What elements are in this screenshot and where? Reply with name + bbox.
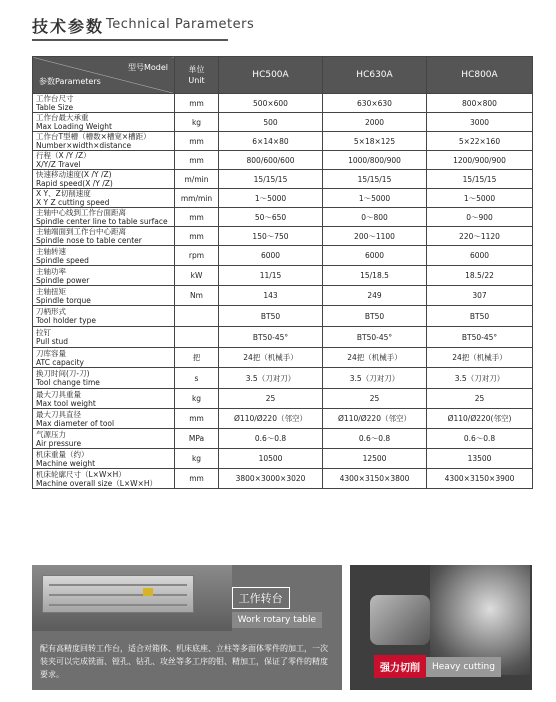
table-row xyxy=(33,306,533,327)
value-cell: 15/15/15 xyxy=(427,170,533,189)
parameter-label-cell xyxy=(33,409,175,429)
value-cell: 5×22×160 xyxy=(427,132,533,151)
value-cell: Ø110/Ø220（邻空） xyxy=(323,409,427,429)
value-cell: 220～1120 xyxy=(427,227,533,246)
value-cell: BT50-45° xyxy=(427,327,533,348)
value-cell: 150～750 xyxy=(219,227,323,246)
value-cell: BT50-45° xyxy=(323,327,427,348)
table-row xyxy=(33,266,533,286)
value-cell: 24把（机械手） xyxy=(427,348,533,368)
value-cell: 249 xyxy=(323,286,427,306)
parameter-label-cell xyxy=(33,469,175,489)
value-cell: 143 xyxy=(219,286,323,306)
parameter-label-cn: 刀库容量 xyxy=(36,348,66,358)
parameter-label-cell xyxy=(33,266,175,286)
parameter-label-cell xyxy=(33,429,175,449)
parameter-label-en: Tool holder type xyxy=(36,316,96,325)
table-row xyxy=(33,449,533,469)
value-cell: 200～1100 xyxy=(323,227,427,246)
unit-cell: kg xyxy=(175,449,219,469)
unit-header-en: Unit xyxy=(188,76,205,85)
heavy-cutting-panel xyxy=(350,565,532,690)
parameter-label-en: Machine overall size（L×W×H） xyxy=(36,478,157,488)
unit-cell xyxy=(175,306,219,327)
parameter-label-en: Tool change time xyxy=(36,378,100,387)
t-slot xyxy=(49,604,187,606)
unit-header-cell xyxy=(175,57,219,94)
table-header-row xyxy=(33,57,533,94)
parameter-label-en: Number×width×distance xyxy=(36,141,132,150)
value-cell: 4300×3150×3800 xyxy=(323,469,427,489)
unit-cell: kg xyxy=(175,389,219,409)
parameter-label-en: Spindle torque xyxy=(36,295,91,305)
parameter-label-cell xyxy=(33,113,175,132)
parameter-label-cell xyxy=(33,132,175,151)
table-row xyxy=(33,389,533,409)
parameter-label-en: X Y Z cutting speed xyxy=(36,198,110,207)
cutting-tool-illustration xyxy=(370,595,430,645)
value-cell: 25 xyxy=(323,389,427,409)
parameter-label-en: Spindle speed xyxy=(36,255,89,265)
parameter-label-en: Spindle nose to table center xyxy=(36,236,142,245)
corner-model-label: 型号Model xyxy=(127,63,168,72)
unit-cell: mm xyxy=(175,132,219,151)
table-row xyxy=(33,170,533,189)
corner-header-cell xyxy=(33,57,175,94)
unit-cell: mm xyxy=(175,208,219,227)
value-cell: 2000 xyxy=(323,113,427,132)
rotary-table-caption xyxy=(232,587,322,628)
value-cell: 24把（机械手） xyxy=(219,348,323,368)
value-cell: 630×630 xyxy=(323,94,427,113)
parameter-label-cell xyxy=(33,208,175,227)
parameter-label-cn: 工作台尺寸 xyxy=(36,94,74,103)
value-cell: 1200/900/900 xyxy=(427,151,533,170)
unit-cell: mm xyxy=(175,151,219,170)
value-cell: BT50-45° xyxy=(219,327,323,348)
unit-cell: Nm xyxy=(175,286,219,306)
table-row xyxy=(33,113,533,132)
section-title-en: Technical Parameters xyxy=(106,17,255,32)
value-cell: BT50 xyxy=(427,306,533,327)
parameter-label-cn: 最大刀具直径 xyxy=(36,409,81,419)
parameter-label-en: Spindle power xyxy=(36,275,90,285)
value-cell: 10500 xyxy=(219,449,323,469)
unit-cell: MPa xyxy=(175,429,219,449)
parameter-label-en: Table Size xyxy=(36,103,74,112)
table-row xyxy=(33,286,533,306)
value-cell: 6000 xyxy=(219,246,323,266)
value-cell: 1～5000 xyxy=(219,189,323,208)
unit-cell xyxy=(175,327,219,348)
value-cell: BT50 xyxy=(323,306,427,327)
parameter-label-cn: 换刀时间(刀-刀) xyxy=(36,369,90,378)
value-cell: 0.6～0.8 xyxy=(219,429,323,449)
unit-header-cn: 单位 xyxy=(188,65,205,74)
value-cell: 6000 xyxy=(323,246,427,266)
unit-cell: s xyxy=(175,368,219,389)
parameter-label-en: Air pressure xyxy=(36,438,82,448)
unit-cell: mm xyxy=(175,227,219,246)
parameter-label-cn: 拉钉 xyxy=(36,328,51,337)
value-cell: 6000 xyxy=(427,246,533,266)
unit-cell: mm xyxy=(175,409,219,429)
parameter-label-cell xyxy=(33,227,175,246)
rotary-table-top xyxy=(42,575,194,613)
parameter-label-en: Pull stud xyxy=(36,337,69,346)
parameter-label-en: Machine weight xyxy=(36,458,96,468)
table-row xyxy=(33,368,533,389)
technical-parameters-table xyxy=(32,56,533,489)
table-row xyxy=(33,327,533,348)
table-row xyxy=(33,151,533,170)
value-cell: BT50 xyxy=(219,306,323,327)
value-cell: 3000 xyxy=(427,113,533,132)
parameter-label-cell xyxy=(33,170,175,189)
unit-cell: mm/min xyxy=(175,189,219,208)
parameter-label-cn: 快速移动速度(X /Y /Z) xyxy=(36,170,112,179)
parameter-label-cn: 主轴转速 xyxy=(36,246,66,256)
value-cell: 18.5/22 xyxy=(427,266,533,286)
header-underline xyxy=(32,39,228,41)
section-title-cn: 技术参数 xyxy=(32,17,105,36)
table-row xyxy=(33,227,533,246)
heavy-cutting-caption-en: Heavy cutting xyxy=(426,657,501,677)
section-header xyxy=(32,8,532,38)
table-row xyxy=(33,94,533,113)
parameter-label-cn: 最大刀具重量 xyxy=(36,389,81,399)
model-header-cell: HC500A xyxy=(219,57,323,94)
model-header-cell: HC630A xyxy=(323,57,427,94)
table-body xyxy=(33,94,533,489)
rotary-table-illustration xyxy=(32,565,232,631)
value-cell: 50～650 xyxy=(219,208,323,227)
parameter-label-en: Rapid speed(X /Y /Z) xyxy=(36,179,113,188)
unit-cell: 把 xyxy=(175,348,219,368)
value-cell: 3.5（刀对刀） xyxy=(427,368,533,389)
value-cell: 1～5000 xyxy=(323,189,427,208)
parameter-label-cn: 主轴功率 xyxy=(36,266,66,276)
heavy-cutting-caption-cn: 强力切削 xyxy=(374,655,426,678)
value-cell: 0～900 xyxy=(427,208,533,227)
parameter-label-cn: 机床重量（约） xyxy=(36,449,89,459)
table-row xyxy=(33,348,533,368)
value-cell: 307 xyxy=(427,286,533,306)
value-cell: 800×800 xyxy=(427,94,533,113)
table-row xyxy=(33,189,533,208)
parameter-label-cell xyxy=(33,189,175,208)
rotary-table-caption-en: Work rotary table xyxy=(232,612,322,628)
value-cell: 800/600/600 xyxy=(219,151,323,170)
unit-cell: kg xyxy=(175,113,219,132)
value-cell: 500 xyxy=(219,113,323,132)
model-header-cell: HC800A xyxy=(427,57,533,94)
parameter-label-en: Max tool weight xyxy=(36,398,96,408)
table-row xyxy=(33,246,533,266)
parameter-label-cn: 主轴端面到工作台中心距离 xyxy=(36,227,126,236)
value-cell: 24把（机械手） xyxy=(323,348,427,368)
value-cell: 0～800 xyxy=(323,208,427,227)
table-row xyxy=(33,208,533,227)
parameter-label-cell xyxy=(33,246,175,266)
value-cell: 15/18.5 xyxy=(323,266,427,286)
parameter-label-cn: 主轴中心线到工作台面距离 xyxy=(36,208,126,217)
value-cell: 12500 xyxy=(323,449,427,469)
value-cell: 4300×3150×3900 xyxy=(427,469,533,489)
parameter-label-cell xyxy=(33,327,175,348)
parameter-label-cell xyxy=(33,368,175,389)
value-cell: Ø110/Ø220（邻空） xyxy=(219,409,323,429)
value-cell: 3.5（刀对刀） xyxy=(323,368,427,389)
value-cell: 15/15/15 xyxy=(219,170,323,189)
unit-cell: m/min xyxy=(175,170,219,189)
value-cell: 3.5（刀对刀） xyxy=(219,368,323,389)
unit-cell: mm xyxy=(175,469,219,489)
parameter-label-cn: 刀柄形式 xyxy=(36,307,66,316)
t-slot xyxy=(49,594,187,596)
heavy-cutting-caption xyxy=(374,655,501,678)
unit-cell: mm xyxy=(175,94,219,113)
parameter-label-en: X/Y/Z Travel xyxy=(36,160,81,169)
value-cell: 500×600 xyxy=(219,94,323,113)
parameter-label-cell xyxy=(33,449,175,469)
corner-param-label: 参数Parameters xyxy=(39,77,101,86)
value-cell: 13500 xyxy=(427,449,533,469)
value-cell: 0.6～0.8 xyxy=(323,429,427,449)
value-cell: 0.6～0.8 xyxy=(427,429,533,449)
value-cell: 3800×3000×3020 xyxy=(219,469,323,489)
parameter-label-cell xyxy=(33,94,175,113)
table-row xyxy=(33,469,533,489)
value-cell: 1000/800/900 xyxy=(323,151,427,170)
parameter-label-cell xyxy=(33,286,175,306)
rotary-table-description: 配有高精度回转工作台，适合对箱体、机床底座、立柱等多面体零件的加工，一次装夹可以完成铣面、镗孔、钻孔、攻丝等多工序的钼、精加工，保证了零件的精度要求。 xyxy=(40,644,328,679)
parameter-label-cn: 工作台T型槽（槽数×槽宽×槽距） xyxy=(36,132,151,141)
unit-cell: kW xyxy=(175,266,219,286)
parameter-label-en: Max Loading Weight xyxy=(36,122,112,131)
table-row xyxy=(33,429,533,449)
rotary-table-caption-cn: 工作转台 xyxy=(232,587,290,609)
value-cell: 5×18×125 xyxy=(323,132,427,151)
value-cell: 15/15/15 xyxy=(323,170,427,189)
parameter-label-cell xyxy=(33,306,175,327)
parameter-label-cell xyxy=(33,348,175,368)
parameter-label-cell xyxy=(33,151,175,170)
value-cell: 6×14×80 xyxy=(219,132,323,151)
parameter-label-cn: 主轴扭矩 xyxy=(36,286,66,296)
work-rotary-table-panel xyxy=(32,565,342,690)
parameter-label-cn: 机床轮廓尺寸（L×W×H） xyxy=(36,469,126,479)
value-cell: 25 xyxy=(427,389,533,409)
parameter-label-cell xyxy=(33,389,175,409)
unit-cell: rpm xyxy=(175,246,219,266)
value-cell: 11/15 xyxy=(219,266,323,286)
value-cell: Ø110/Ø220(邻空) xyxy=(427,409,533,429)
value-cell: 25 xyxy=(219,389,323,409)
parameter-label-en: ATC capacity xyxy=(36,357,84,367)
parameter-label-cn: 气源压力 xyxy=(36,429,66,439)
parameter-label-cn: 行程（X /Y /Z） xyxy=(36,151,91,160)
parameter-label-en: Max diameter of tool xyxy=(36,418,115,428)
warning-label xyxy=(143,588,153,596)
t-slot xyxy=(49,584,187,586)
value-cell: 1～5000 xyxy=(427,189,533,208)
table-row xyxy=(33,409,533,429)
parameter-label-cn: X Y、Z切削速度 xyxy=(36,189,91,198)
table-row xyxy=(33,132,533,151)
parameter-label-cn: 工作台最大承重 xyxy=(36,113,89,122)
parameter-label-en: Spindle center line to table surface xyxy=(36,217,168,226)
